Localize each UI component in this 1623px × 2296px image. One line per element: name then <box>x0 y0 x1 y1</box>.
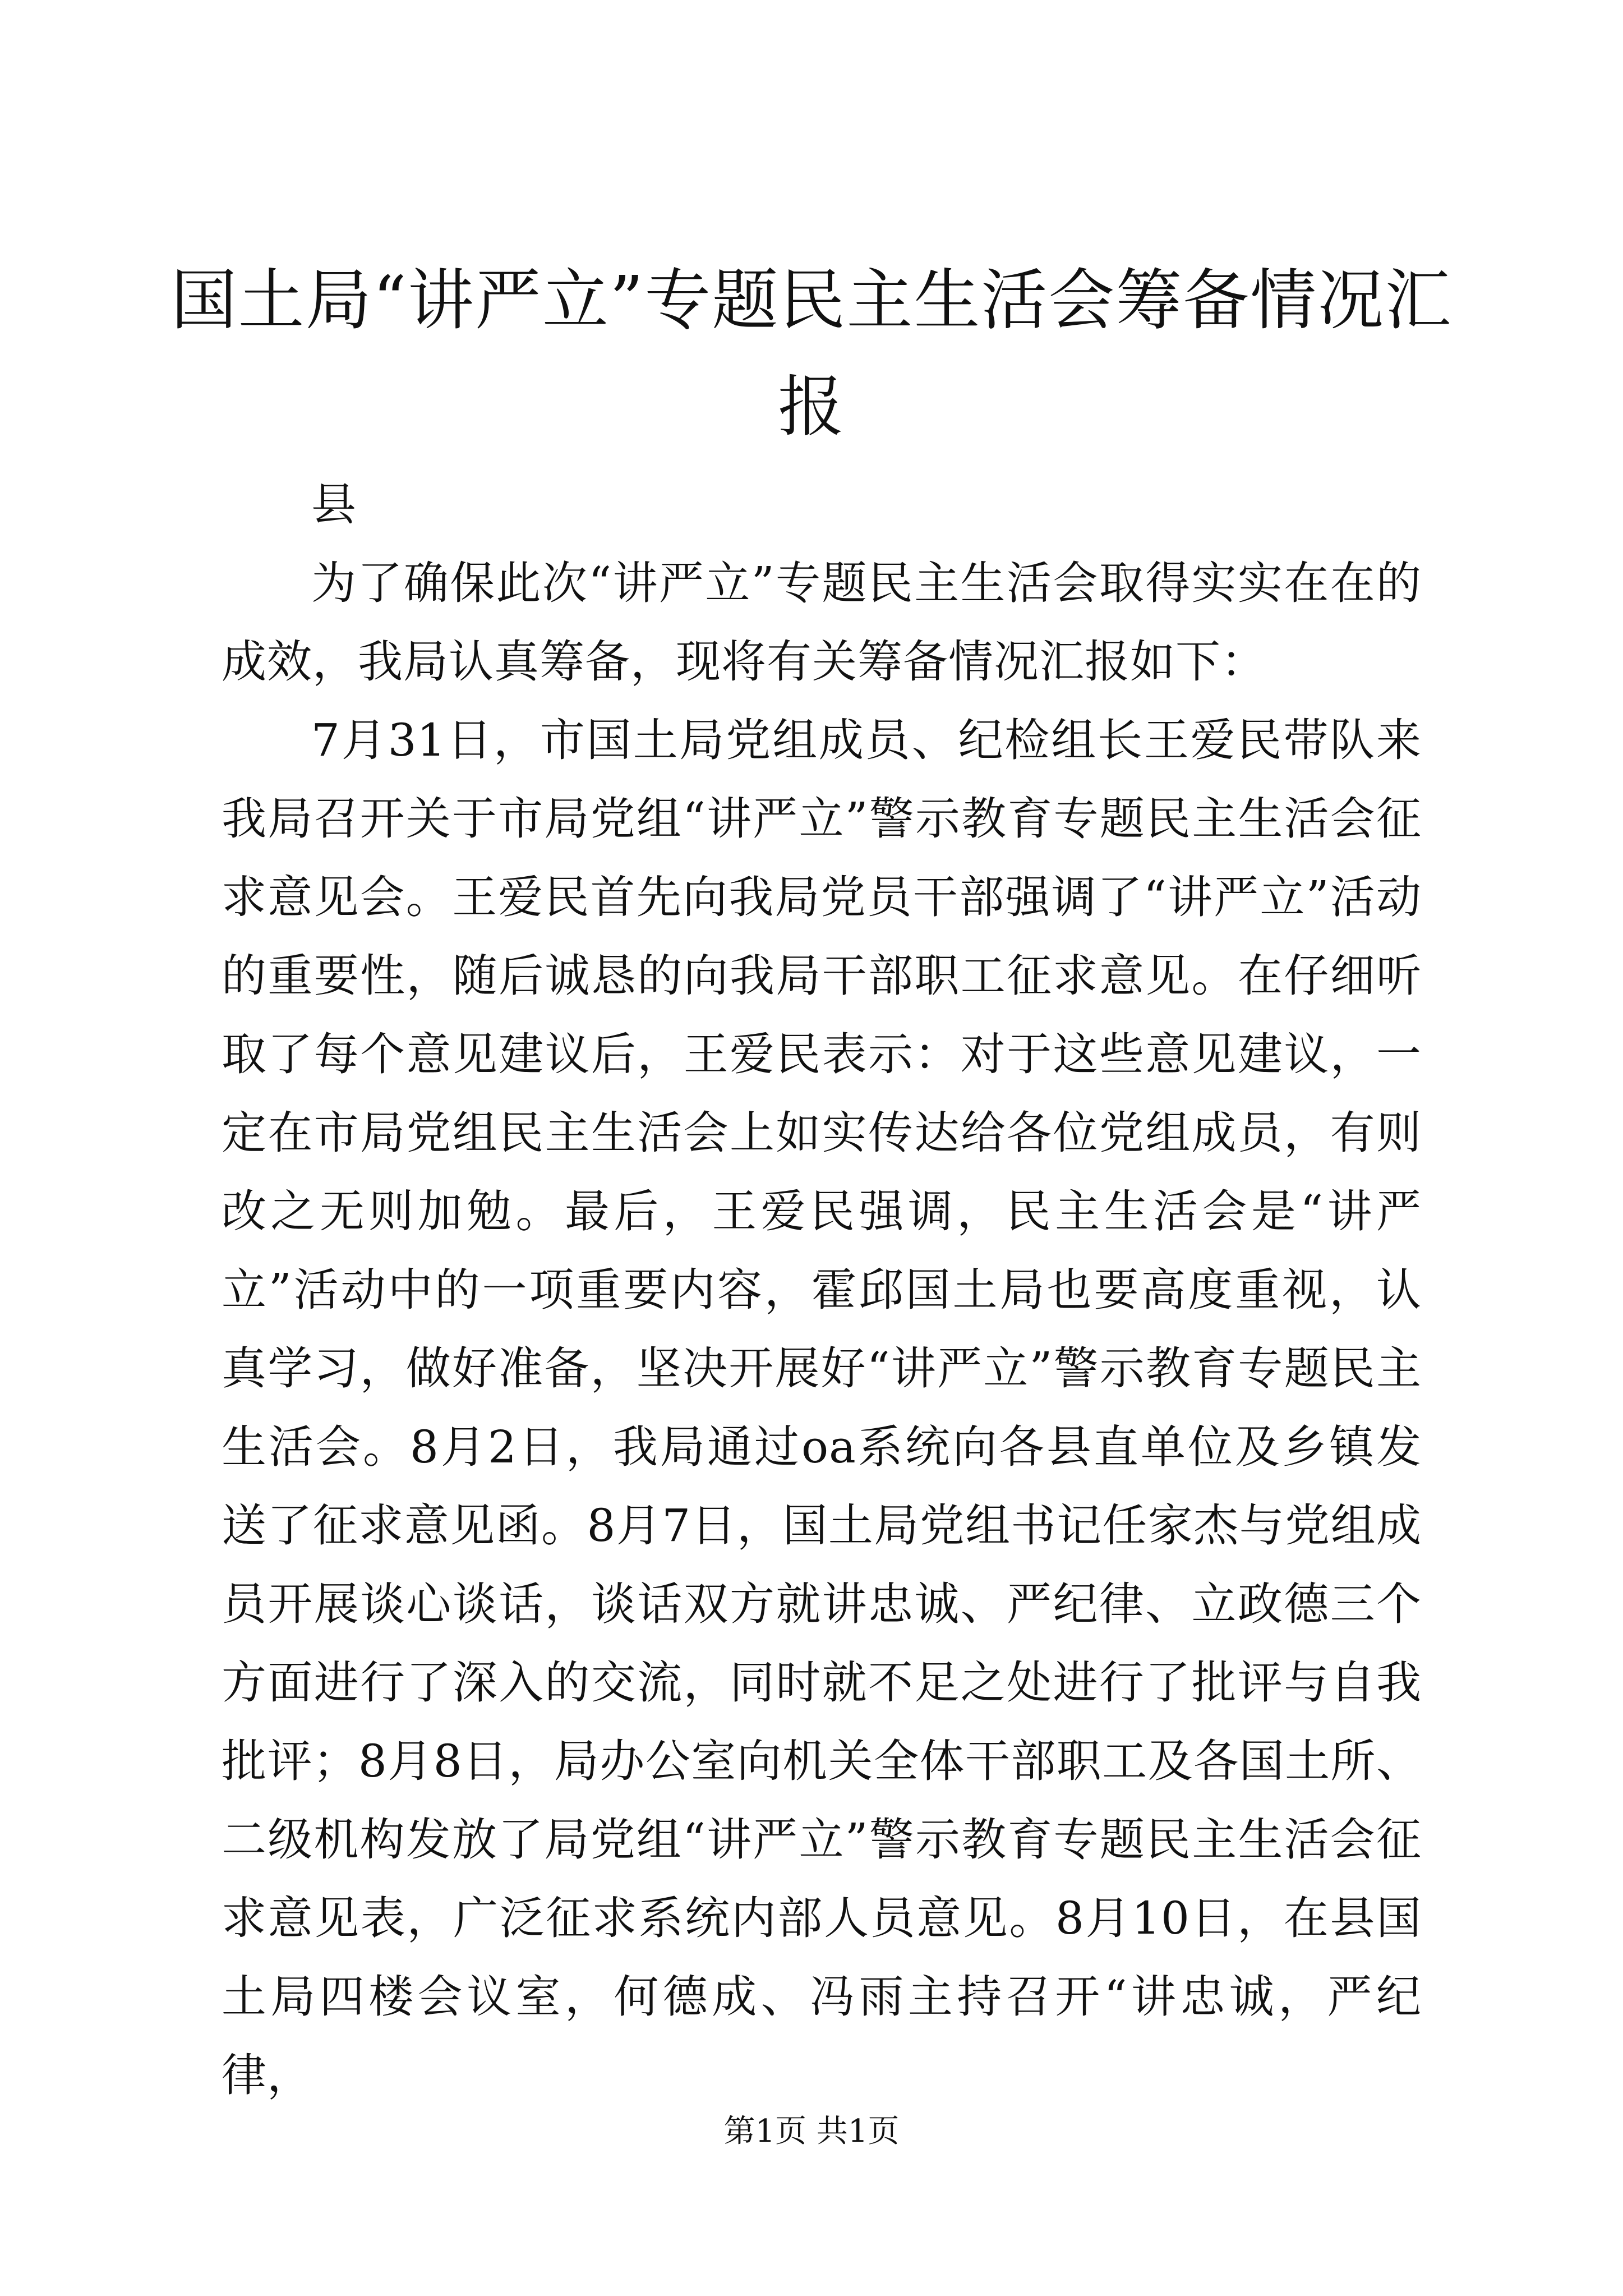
page-footer <box>0 2109 1623 2154</box>
paragraph-main: 7月31日，市国土局党组成员、纪检组长王爱民带队来我局召开关于市局党组“讲严立”警示教育专题民主生活会征求意见会。王爱民首先向我局党员干部强调了“讲严立”活动的重要性，随后诚恳的向我局干部职工征求意见。在仔细听取了每个意见建议后，王爱民表示：对于这些意见建议，一定在市局党组民主生活会上如实传达给各位党组成员，有则改之无则加勉。最后，王爱民强调，民主生活会是“讲严立”活动中的一项重要内容，霍邱国土局也要高度重视，认真学习，做好准备，坚决开展好“讲严立”警示教育专题民主生活会。8月2日，我局通过oa系统向各县直单位及乡镇发送了征求意见函。8月7日，国土局党组书记任家杰与党组成员开展谈心谈话，谈话双方就讲忠诚、严纪律、立政德三个方面进行了深入的交流，同时就不足之处进行了批评与自我批评；8月8日，局办公室向机关全体干部职工及各国土所、二级机构发放了局党组“讲严立”警示教育专题民主生活会征求意见表，广泛征求系统内部人员意见。8月10日，在县国土局四楼会议室，何德成、冯雨主持召开“讲忠诚，严纪律， <box>222 714 1422 2101</box>
page-number-label: 第1页 共1页 <box>723 2113 900 2150</box>
paragraph-intro: 为了确保此次“讲严立”专题民主生活会取得实实在在的成效，我局认真筹备，现将有关筹备情况汇报如下： <box>222 557 1422 688</box>
document-body <box>222 466 1422 2115</box>
paragraph-salutation: 县 <box>311 478 357 531</box>
document-title: 国土局“讲严立”专题民主生活会筹备情况汇报 <box>170 261 1453 445</box>
